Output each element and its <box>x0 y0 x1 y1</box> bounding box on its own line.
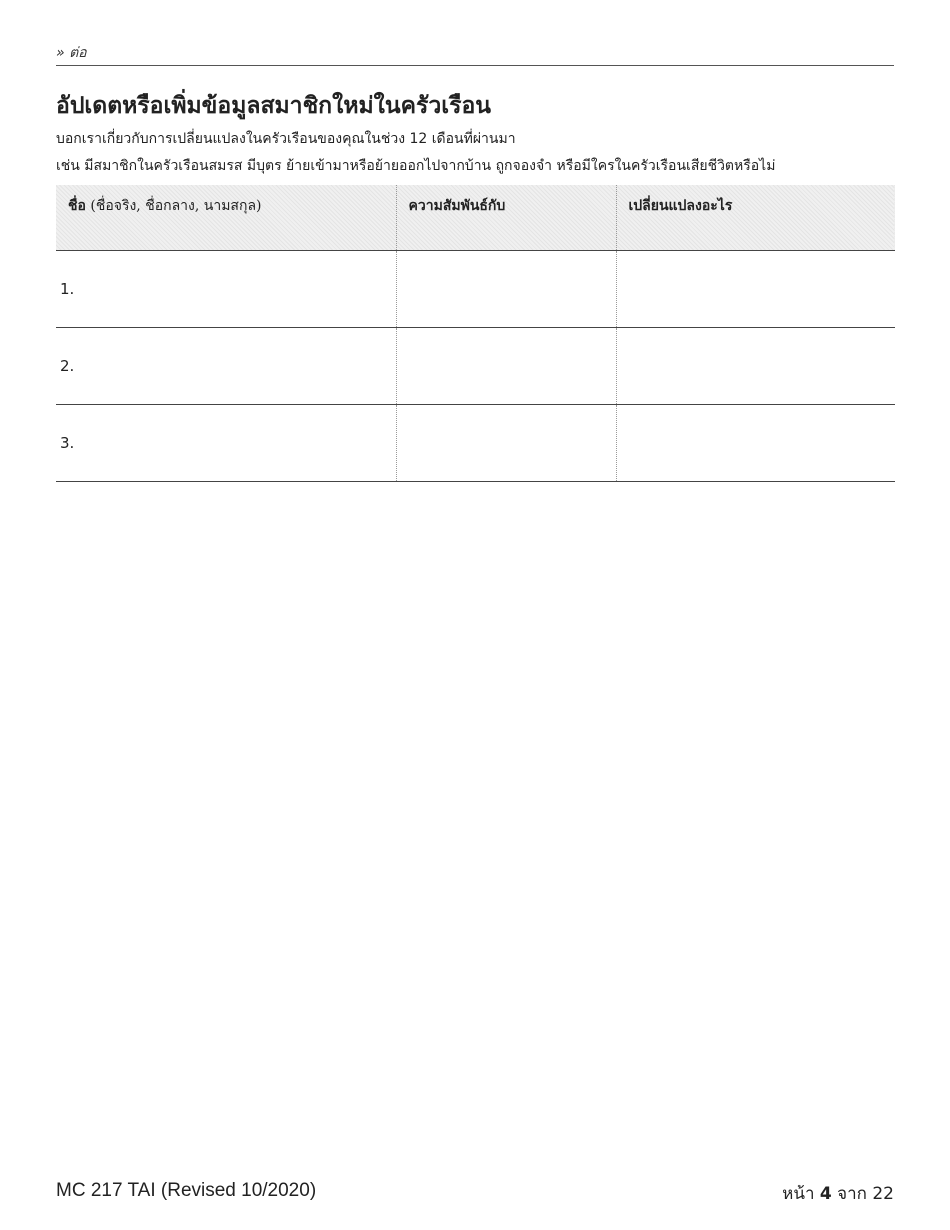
table-row <box>56 405 895 482</box>
change-field[interactable] <box>616 251 895 328</box>
change-field[interactable] <box>616 328 895 405</box>
household-changes-table <box>56 185 895 482</box>
name-field[interactable]: 1. <box>56 251 396 328</box>
section-title: อัปเดตหรือเพิ่มข้อมูลสมาชิกใหม่ในครัวเรือน <box>56 92 492 119</box>
page-number: หน้า 4 จาก 22 <box>782 1184 894 1204</box>
intro-line-2: เช่น มีสมาชิกในครัวเรือนสมรส มีบุตร ย้ายเข้ามาหรือย้ายออกไปจากบ้าน ถูกจองจำ หรือมีใครในครัวเรือนเสียชีวิตหรือไม่ <box>56 158 776 174</box>
relationship-field[interactable] <box>396 405 616 482</box>
table-header <box>56 185 895 251</box>
table-row <box>56 251 895 328</box>
table-row <box>56 328 895 405</box>
header-divider <box>56 65 894 66</box>
column-header-relationship: ความสัมพันธ์กับ <box>396 185 616 251</box>
change-field[interactable] <box>616 405 895 482</box>
name-field[interactable]: 3. <box>56 405 396 482</box>
continued-label: » ต่อ <box>56 45 87 61</box>
column-header-name: ชื่อ (ชื่อจริง, ชื่อกลาง, นามสกุล) <box>56 185 396 251</box>
relationship-field[interactable] <box>396 251 616 328</box>
column-header-change: เปลี่ยนแปลงอะไร <box>616 185 895 251</box>
name-field[interactable]: 2. <box>56 328 396 405</box>
form-id: MC 217 TAI (Revised 10/2020) <box>56 1180 317 1201</box>
relationship-field[interactable] <box>396 328 616 405</box>
intro-line-1: บอกเราเกี่ยวกับการเปลี่ยนแปลงในครัวเรือนของคุณในช่วง 12 เดือนที่ผ่านมา <box>56 131 516 147</box>
